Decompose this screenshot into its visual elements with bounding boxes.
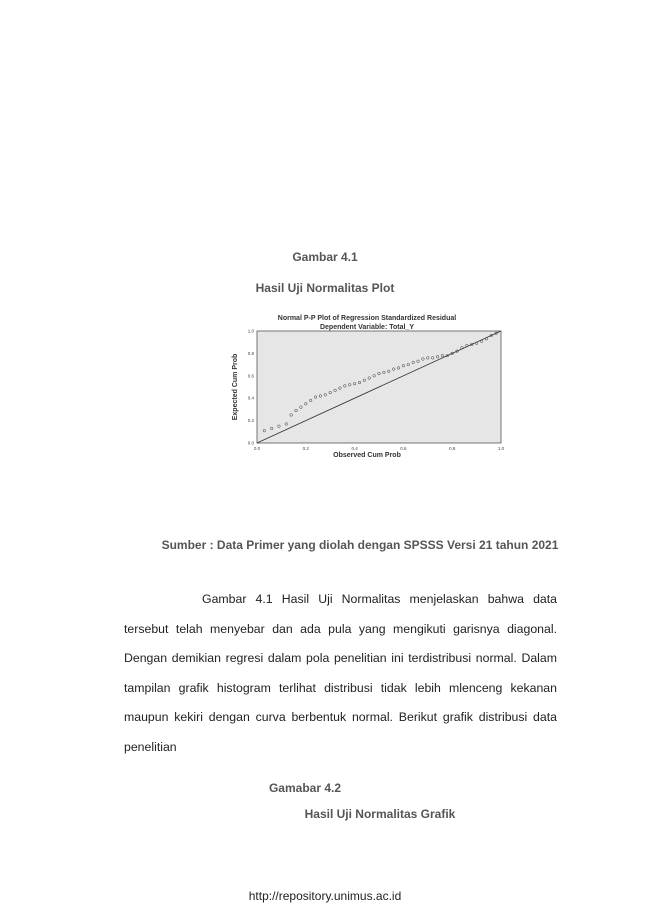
y-tick-label: 0.4 <box>247 395 254 401</box>
x-axis-label: Observed Cum Prob <box>333 452 401 459</box>
x-tick-label: 1.0 <box>497 446 505 451</box>
y-tick-label: 0.2 <box>247 418 254 424</box>
pp-plot-chart <box>227 313 507 463</box>
chart-title: Normal P-P Plot of Regression Standardized Residual <box>277 315 457 322</box>
body-paragraph <box>124 585 557 763</box>
figure-source: Sumber : Data Primer yang diolah dengan SPSSS Versi 21 tahun 2021 <box>161 538 559 552</box>
x-tick-label: 0.6 <box>400 446 407 451</box>
body-paragraph-text: Gambar 4.1 Hasil Uji Normalitas menjelaskan bahwa data tersebut telah menyebar dan ada pula yang mengikuti garisnya diagonal. Dengan demikian regresi dalam pola penelitian ini terdistribusi normal. Dalam tampilan grafik histogram terlihat distribusi tidak lebih mlenceng kekanan maupun kekiri dengan curva berbentuk normal. Berikut grafik distribusi data penelitian <box>124 592 557 754</box>
figure-2-title: Hasil Uji Normalitas Grafik <box>304 807 456 821</box>
figure-1-title: Hasil Uji Normalitas Plot <box>255 281 395 295</box>
y-axis-label: Expected Cum Prob <box>232 353 239 421</box>
y-tick-label: 1.0 <box>247 328 254 334</box>
x-tick-label: 0.8 <box>449 446 456 451</box>
y-tick-label: 0.8 <box>247 350 254 356</box>
pp-plot-figure <box>227 313 507 463</box>
footer-url: http://repository.unimus.ac.id <box>248 889 402 903</box>
chart-subtitle: Dependent Variable: Total_Y <box>319 324 415 331</box>
figure-2-number: Gamabar 4.2 <box>268 781 342 795</box>
y-tick-label: 0.6 <box>247 373 254 379</box>
x-tick-label: 0.2 <box>302 446 309 451</box>
figure-1-number: Gambar 4.1 <box>292 250 358 264</box>
x-tick-label: 0.4 <box>351 446 358 451</box>
y-tick-label: 0.0 <box>247 440 254 446</box>
x-tick-label: 0.0 <box>253 446 261 451</box>
